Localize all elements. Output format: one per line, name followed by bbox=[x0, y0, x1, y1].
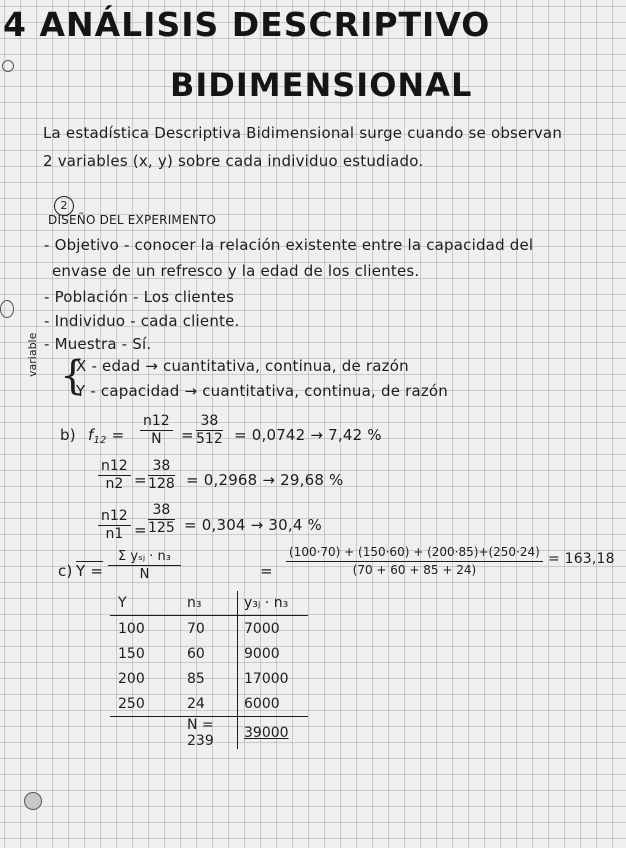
f12-fraction-values: $\frac{38}{512}$ bbox=[196, 413, 223, 447]
table-row bbox=[110, 641, 308, 666]
page-title-line1: 4 ANÁLISIS DESCRIPTIVO bbox=[3, 5, 491, 44]
f12-lhs: $f_{12}$ = bbox=[88, 426, 125, 446]
table-row bbox=[110, 666, 308, 691]
equals-sign: = bbox=[134, 521, 147, 539]
table-row bbox=[110, 691, 308, 717]
table-cell: 24 bbox=[187, 695, 205, 712]
mean-calculation-fraction: $\frac{(100\cdot 70) + (150\cdot 60) + (200\cdot 85)+(250\cdot 24)}{(70 + 60 + 85 + 24)}$ bbox=[286, 544, 543, 579]
mean-result: = 163,18 bbox=[548, 551, 615, 567]
mean-lhs: Y = bbox=[76, 562, 104, 580]
equals-sign: = bbox=[181, 426, 194, 444]
table-cell: 70 bbox=[187, 620, 205, 637]
table-row bbox=[110, 616, 308, 642]
intro-line2: 2 variables (x, y) sobre cada individuo estudiado. bbox=[43, 152, 424, 170]
table-total-row bbox=[110, 717, 308, 750]
intro-line1: La estadística Descriptiva Bidimensional surge cuando se observan bbox=[43, 124, 563, 142]
variable-x: X - edad → cuantitativa, continua, de razón bbox=[76, 357, 409, 375]
table-header: y₃ⱼ · n₃ bbox=[238, 591, 309, 616]
table-header: Y bbox=[110, 591, 181, 616]
table-cell: 200 bbox=[118, 670, 145, 687]
table-total-n: N = 239 bbox=[181, 717, 238, 750]
mean-formula-fraction: Σ yₛⱼ · n₃ N bbox=[108, 548, 181, 583]
table-cell: 9000 bbox=[238, 641, 309, 666]
table-cell: 250 bbox=[118, 695, 145, 712]
design-objective-2: envase de un refresco y la edad de los clientes. bbox=[52, 262, 420, 280]
page-title-line2: BIDIMENSIONAL bbox=[170, 66, 473, 104]
table-cell: 150 bbox=[118, 645, 145, 662]
binder-hole-icon bbox=[0, 300, 14, 318]
equals-sign: = bbox=[134, 471, 147, 489]
binder-hole-icon bbox=[2, 60, 14, 72]
ratio-3-result: = 0,304 → 30,4 % bbox=[184, 516, 323, 534]
ratio-3-fraction: $\frac{n12}{n1}$ bbox=[98, 508, 131, 543]
table-total-sum: 39000 bbox=[238, 717, 309, 750]
ratio-2-result: = 0,2968 → 29,68 % bbox=[186, 471, 344, 489]
ratio-2-fraction: $\frac{n12}{n2}$ bbox=[98, 458, 131, 493]
design-individual: - Individuo - cada cliente. bbox=[44, 312, 240, 330]
table-cell: 6000 bbox=[238, 691, 309, 717]
table-cell: 60 bbox=[187, 645, 205, 662]
table-cell: 85 bbox=[187, 670, 205, 687]
table-cell: 17000 bbox=[238, 666, 309, 691]
design-sample: - Muestra - Sí. bbox=[44, 335, 152, 353]
section-number: 2 bbox=[54, 196, 74, 216]
table-cell: 100 bbox=[118, 620, 145, 637]
part-c-label: c) bbox=[58, 562, 73, 580]
variable-y: Y - capacidad → cuantitativa, continua, de razón bbox=[76, 382, 449, 400]
design-heading: DISEÑO DEL EXPERIMENTO bbox=[48, 213, 217, 227]
f12-result: = 0,0742 → 7,42 % bbox=[234, 426, 382, 444]
ratio-3-fraction-values: $\frac{38}{125}$ bbox=[148, 502, 175, 536]
binder-hole-icon bbox=[24, 792, 42, 810]
design-population: - Población - Los clientes bbox=[44, 288, 235, 306]
f12-fraction: $\frac{n12}{N}$ bbox=[140, 413, 173, 448]
table-header: n₃ bbox=[181, 591, 238, 616]
ratio-2-fraction-values: $\frac{38}{128}$ bbox=[148, 458, 175, 492]
table-header-row bbox=[110, 591, 308, 616]
table-cell: 7000 bbox=[238, 616, 309, 642]
part-b-label: b) bbox=[60, 426, 76, 444]
equals-sign: = bbox=[260, 562, 273, 580]
variables-brace: { bbox=[60, 353, 86, 399]
design-objective-1: - Objetivo - conocer la relación existente entre la capacidad del bbox=[44, 236, 534, 254]
frequency-table bbox=[110, 591, 308, 749]
